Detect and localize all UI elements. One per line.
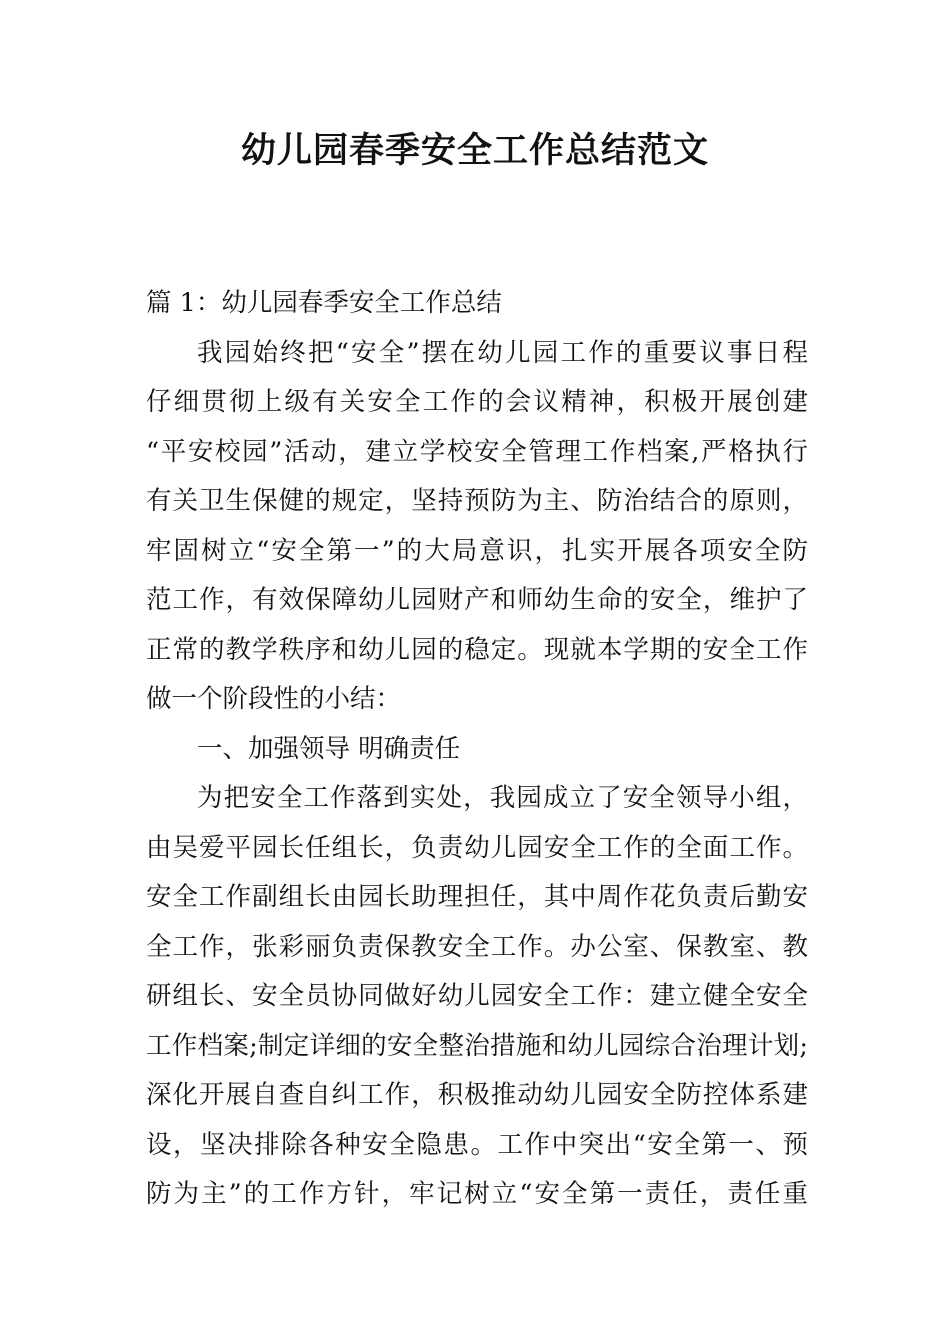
paragraph-line: 我园始终把“安全”摆在幼儿园工作的重要议事日程 — [197, 337, 808, 368]
paragraph-line: 设，坚决排除各种安全隐患。工作中突出“安全第一、预 — [146, 1129, 808, 1160]
paragraph-line: 有关卫生保健的规定，坚持预防为主、防治结合的原则， — [146, 486, 808, 516]
paragraph-line: 全工作，张彩丽负责保教安全工作。办公室、保教室、教 — [146, 931, 808, 962]
paragraph-line: 牢固树立“安全第一”的大局意识，扎实开展各项安全防 — [146, 535, 808, 566]
subsection-heading: 一、加强领导 明确责任 — [197, 733, 461, 764]
paragraph-line: 防为主”的工作方针，牢记树立“安全第一责任，责任重 — [146, 1179, 808, 1209]
document-body — [146, 279, 808, 1220]
paragraph-line: 由吴爱平园长任组长，负责幼儿园安全工作的全面工作。 — [146, 832, 808, 863]
paragraph-line: 仔细贯彻上级有关安全工作的会议精神，积极开展创建 — [146, 387, 808, 417]
document-title: 幼儿园春季安全工作总结范文 — [240, 130, 709, 171]
paragraph-line: 为把安全工作落到实处，我园成立了安全领导小组， — [197, 783, 808, 813]
paragraph-line: 做一个阶段性的小结： — [146, 684, 402, 714]
paragraph-line: 范工作，有效保障幼儿园财产和师幼生命的安全，维护了 — [146, 585, 808, 615]
paragraph-line: 研组长、安全员协同做好幼儿园安全工作：建立健全安全 — [146, 981, 808, 1011]
paragraph-line: 正常的教学秩序和幼儿园的稳定。现就本学期的安全工作 — [146, 634, 808, 665]
paragraph-line: 工作档案;制定详细的安全整治措施和幼儿园综合治理计划; — [146, 1030, 808, 1061]
section-heading: 篇 1：幼儿园春季安全工作总结 — [146, 288, 502, 318]
paragraph-line: 深化开展自查自纠工作，积极推动幼儿园安全防控体系建 — [146, 1080, 808, 1110]
paragraph-line: 安全工作副组长由园长助理担任，其中周作花负责后勤安 — [146, 882, 808, 912]
paragraph-line: “平安校园”活动，建立学校安全管理工作档案,严格执行 — [146, 436, 808, 467]
